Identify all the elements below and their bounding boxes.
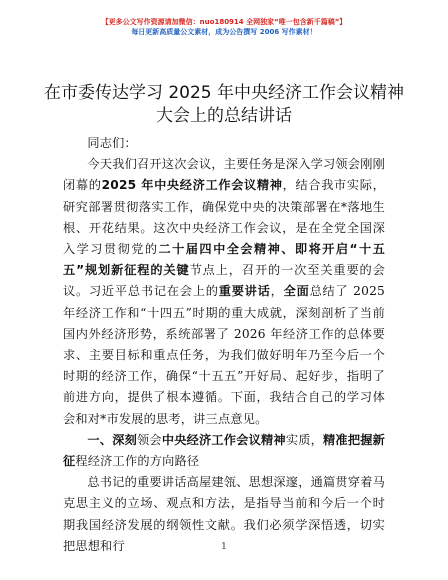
text-run: ， [270,284,284,299]
text-run: 领会 [137,432,162,447]
paragraph-intro [63,154,385,430]
bold-run: 精准把握新征 [63,432,386,469]
bold-run: 一、深刻 [87,432,137,447]
bold-run: 中央经济工作会议 [161,432,262,447]
page-number: 1 [221,542,227,552]
bold-run: 重要讲话 [218,284,271,299]
text-run: ，结合我市实际，研究部署贯彻落实工作，确保党中央的决策部署在*落地生根、开花结果。这次中央经济工作会议，是在全党全国深入学习贯彻党的 [63,178,385,257]
section-heading-1 [63,430,385,472]
promo-header-line-1: 【更多公文写作资源请加微信：nuo180914 全网独家“唯一包含新千篇稿”】 [101,18,347,26]
text-run: 总结了 2025 年经济工作和“十四五”时期的重大成就，深刻剖析了当前国内外经济形势，系统部署了 2026 年经济工作的总体要求、主要目标和重点任务，为我们做好明年乃至今后一个时期的经济工作，确保“十五五”开好局、起好步，指明了前进方向，提供了根本遵循。下面，我结合自己的学习体会和对*市发展的思考，讲三点意见。 [63,284,385,426]
text-run: 实质， [285,432,324,447]
paragraph-2: 总书记的重要讲话高屋建瓴、思想深邃，通篇贯穿着马克思主义的立场、观点和方法，是指导当前和今后一个时期我国经济发展的纲领性文献。我们必须学深悟透，切实把思想和行 [63,475,385,553]
document-body [63,133,385,557]
title-line-2: 大会上的总结讲话 [156,106,292,126]
document-title [0,82,448,128]
text-run: 程经济工作的方向路径 [75,454,200,469]
bold-run: 二十届四中全会精神、即将开启“十五五”规划新征程的关键 [63,242,385,278]
title-line-1: 在市委传达学习 2025 年中央经济工作会议精神 [43,83,405,103]
promo-header-line-2: 每日更新高质量公文素材，成为公告撰写 2006 写作素材！ [131,28,317,36]
bold-run: 2025 年中央经济工作会议精神 [101,178,283,193]
bold-run: 全面 [283,284,310,299]
text-run: 节点上，召开的一次至关重要的会议。习近平总书记在会上的 [63,263,386,299]
bold-run: 精神 [261,432,286,447]
text-run: 今天我们召开这次会议，主要任务是深入学习领会刚刚闭幕的 [63,157,385,193]
salutation: 同志们： [87,136,137,150]
